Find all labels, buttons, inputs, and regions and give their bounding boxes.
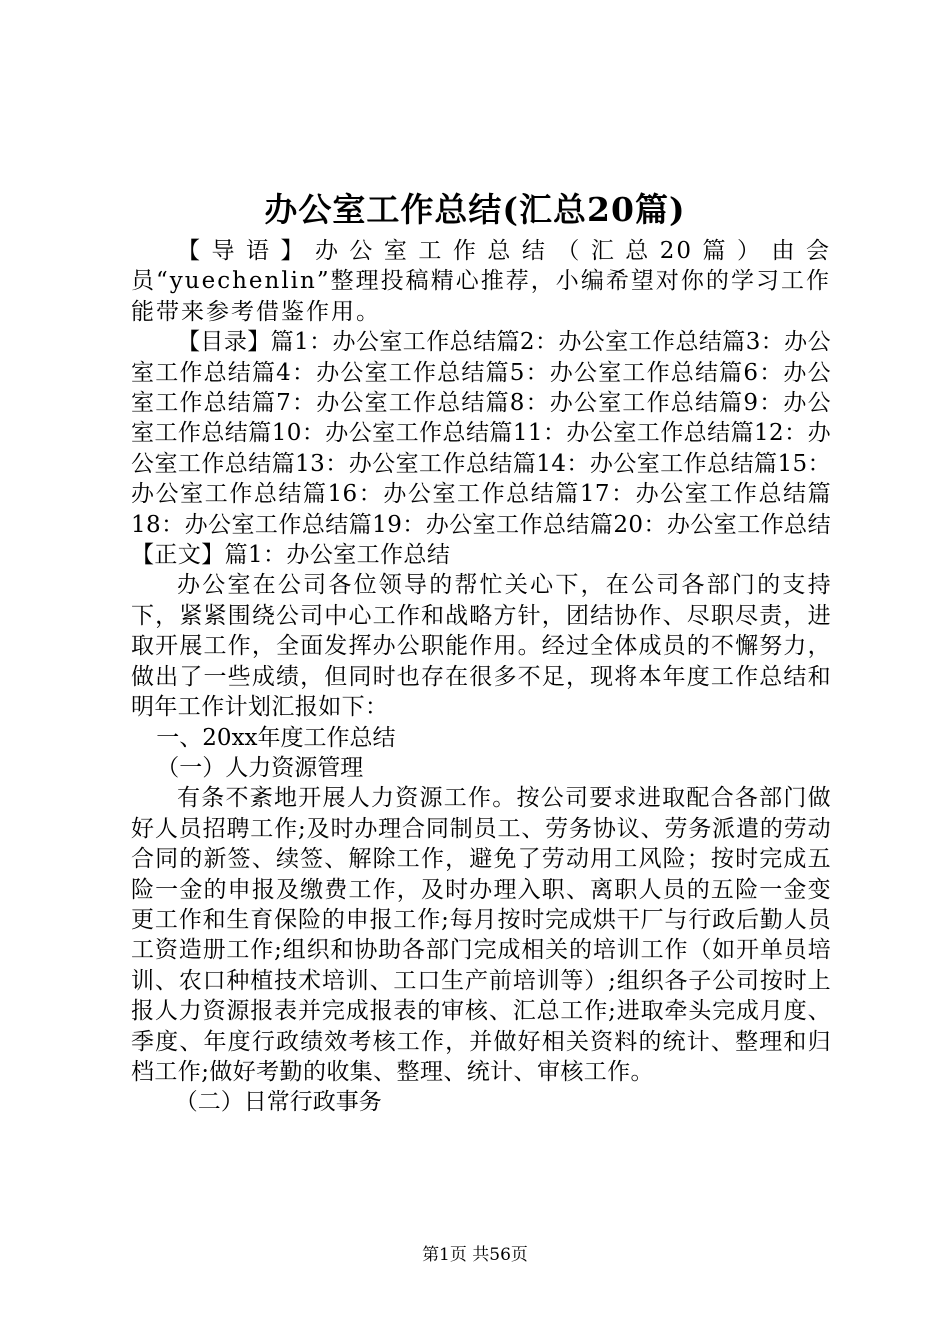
body-paragraph-1: 办公室在公司各位领导的帮忙关心下，在公司各部门的支持下，紧紧围绕公司中心工作和战略方针，团结协作、尽职尽责，进取开展工作，全面发挥办公职能作用。经过全体成员的不懈努力，做出了一些成绩，但同时也存在很多不足，现将本年度工作总结和明年工作计划汇报如下： [131, 572, 831, 721]
intro-paragraph: 【导语】办公室工作总结（汇总20篇）由会员“yuechenlin”整理投稿精心推荐，小编希望对你的学习工作能带来参考借鉴作用。 [131, 238, 831, 325]
document-body [131, 236, 831, 1118]
toc-paragraph: 【目录】篇1：办公室工作总结篇2：办公室工作总结篇3：办公室工作总结篇4：办公室工作总结篇5：办公室工作总结篇6：办公室工作总结篇7：办公室工作总结篇8：办公室工作总结篇9：办公室工作总结篇10：办公室工作总结篇11：办公室工作总结篇12：办公室工作总结篇13：办公室工作总结篇14：办公室工作总结篇15：办公室工作总结篇16：办公室工作总结篇17：办公室工作总结篇18：办公室工作总结篇19：办公室工作总结篇20：办公室工作总结【正文】篇1：办公室工作总结 [131, 329, 831, 569]
document-title: 办公室工作总结(汇总20篇) [264, 190, 686, 229]
section-heading-1: 一、20xx年度工作总结 [156, 724, 396, 751]
body-paragraph-2: 有条不紊地开展人力资源工作。按公司要求进取配合各部门做好人员招聘工作;及时办理合同制员工、劳务协议、劳务派遣的劳动合同的新签、续签、解除工作，避免了劳动用工风险；按时完成五险一金的申报及缴费工作，及时办理入职、离职人员的五险一金变更工作和生育保险的申报工作;每月按时完成烘干厂与行政后勤人员工资造册工作;组织和协助各部门完成相关的培训工作（如开单员培训、农口种植技术培训、工口生产前培训等）;组织各子公司按时上报人力资源报表并完成报表的审核、汇总工作;进取牵头完成月度、季度、年度行政绩效考核工作，并做好相关资料的统计、整理和归档工作;做好考勤的收集、整理、统计、审核工作。 [131, 785, 831, 1085]
subsection-heading-2: （二）日常行政事务 [174, 1089, 382, 1116]
subsection-heading-1: （一）人力资源管理 [156, 754, 364, 781]
page-footer: 第1页 共56页 [422, 1245, 528, 1265]
